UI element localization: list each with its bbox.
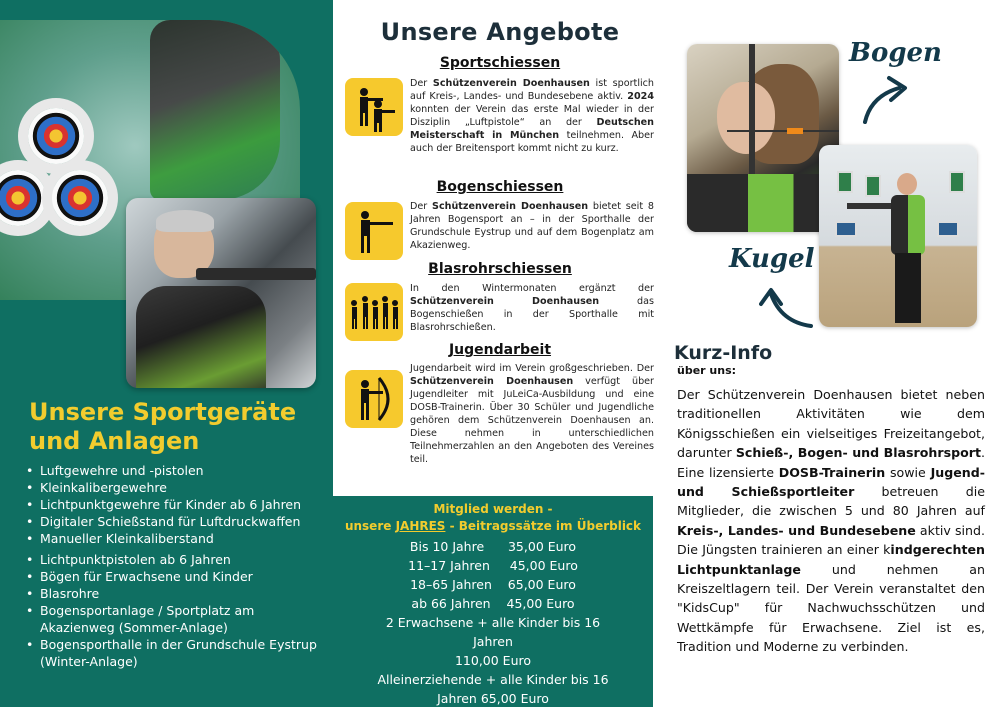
equipment-list (24, 462, 324, 670)
fee-row: 11–17 Jahren 45,00 Euro (408, 558, 578, 573)
section-text: Jugendarbeit wird im Verein großgeschrieben. Der Schützenverein Doenhausen verfügt über Jugendleiter mit JuLeiCa-Ausbildung und eine DOSB-Trainerin. Über 30 Schüler und Jugendliche gehören dem Schützenverein Doenhausen an. Diese nehmen in unterschiedlichen Teilnehmerzahlen an den Angeboten des Vereines teil. (410, 363, 655, 465)
fee-row: 110,00 Euro (454, 653, 532, 668)
list-item: • Kleinkalibergewehre (24, 479, 324, 496)
fee-row: Jahren 65,00 Euro (437, 691, 549, 706)
target-face (0, 170, 46, 226)
fee-list (333, 537, 653, 707)
section-text: Der Schützenverein Doenhausen bietet seit 8 Jahren Bogensport an – in der Sporthalle der Grundschule Eystrup und auf dem Bogenplatz am Akazienweg. (410, 201, 654, 251)
list-item: • Bogensportanlage / Sportplatz am Akazienweg (Sommer-Anlage) (24, 602, 324, 636)
list-item: • Blasrohre (24, 585, 324, 602)
fee-row: 18–65 Jahren 65,00 Euro (410, 577, 576, 592)
section-text: Der Schützenverein Doenhausen ist sportlich auf Kreis-, Landes- und Bundesebene aktiv. 2024 konnten der Verein das erste Mal wieder in der Disziplin „Luftpistole“ an der Deutschen Meisterschaft in München teilnehmen. Aber auch der Breitensport kommt nicht zu kurz. (410, 78, 654, 154)
group-cheering-icon (345, 283, 403, 341)
pistol-shooters-icon (345, 78, 403, 136)
archer-photo (687, 44, 839, 232)
fee-row: ab 66 Jahren 45,00 Euro (411, 596, 575, 611)
section-title: Bogenschiessen (436, 179, 564, 195)
fee-row: Alleinerziehende + alle Kinder bis 16 (377, 672, 609, 687)
short-info-heading: Kurz-Info (674, 342, 773, 364)
rifle-shooter-icon (345, 202, 403, 260)
list-item: • Bogensporthalle in der Grundschule Eystrup (Winter-Anlage) (24, 636, 324, 670)
list-item: • Lichtpunktpistolen ab 6 Jahren (24, 551, 324, 568)
offers-title: Unsere Angebote (380, 18, 620, 46)
membership-box (333, 496, 653, 707)
about-text: Der Schützenverein Doenhausen bietet neben traditionellen Aktivitäten wie dem Königsschießen ein vielseitiges Freizeitangebot, darunter Schieß-, Bogen- und Blasrohrsport. Eine lizensierte DOSB-Trainerin sowie Jugend- und Schießsportleiter betreuen die Mitglieder, die zwischen 5 und 80 Jahren auf Kreis-, Landes- und Bundesebene aktiv sind. Die Jüngsten trainieren an einer kindgerechten Lichtpunktanlage und nehmen an Kreiszeltlagern teil. Der Verein veranstaltet den "KidsCup" für Nachwuchsschützen und Wettkämpfe für Erwachsene. Ziel ist es, Tradition und Moderne zu verbinden. (677, 387, 986, 655)
kugel-label: Kugel (729, 244, 815, 274)
list-item: • Lichtpunktgewehre für Kinder ab 6 Jahren (24, 496, 324, 513)
rifle-shooter-photo (126, 198, 316, 388)
list-item: • Luftgewehre und -pistolen (24, 462, 324, 479)
target-face (28, 108, 84, 164)
section-title: Blasrohrschiessen (428, 261, 572, 277)
membership-subheading: unsere JAHRES - Beitragssätze im Überblick (344, 519, 642, 533)
list-item: • Bögen für Erwachsene und Kinder (24, 568, 324, 585)
fee-row: Jahren (473, 634, 513, 649)
left-panel (0, 0, 333, 707)
target-face (52, 170, 108, 226)
archer-icon (345, 370, 403, 428)
section-text: In den Wintermonaten ergänzt der Schützenverein Doenhausen das Bogenschießen in der Sporthalle mit Blasrohrschießen. (410, 283, 654, 333)
section-title: Jugendarbeit (448, 342, 552, 358)
section-title: Sportschiessen (439, 55, 561, 71)
curved-arrow-icon (855, 74, 915, 126)
right-panel (667, 0, 1000, 707)
shooting-range-photo (819, 145, 977, 327)
membership-heading: Mitglied werden - (433, 502, 553, 516)
young-shooter (891, 173, 925, 323)
fee-row: Bis 10 Jahre 35,00 Euro (409, 539, 577, 554)
list-item: • Digitaler Schießstand für Luftdruckwaffen (24, 513, 324, 530)
equipment-heading: Unsere Sportgeräte und Anlagen (29, 398, 297, 455)
compound-bow (150, 20, 280, 200)
list-item: • Manueller Kleinkaliberstand (24, 530, 324, 547)
curved-arrow-icon (759, 282, 817, 330)
bogen-label: Bogen (849, 38, 942, 68)
fee-row: 2 Erwachsene + alle Kinder bis 16 (385, 615, 601, 630)
middle-panel (333, 0, 667, 707)
about-subheading: über uns: (677, 364, 737, 377)
